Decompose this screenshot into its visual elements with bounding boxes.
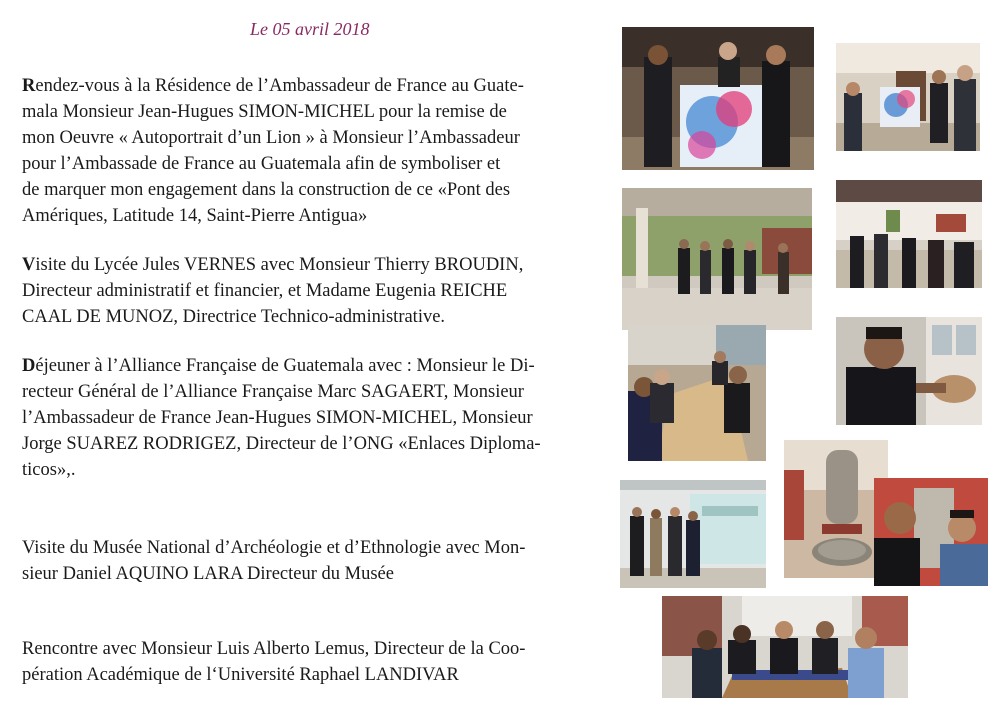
text-line: Directeur administratif et financier, et Madame Eugenia REICHE xyxy=(22,281,508,301)
text-line: mala Monsieur Jean-Hugues SIMON-MICHEL pour la remise de xyxy=(22,102,507,122)
text-line: Visite du Musée National d’Archéologie et d’Ethnologie avec Mon- xyxy=(22,538,526,558)
text-line: Amériques, Latitude 14, Saint-Pierre Antigua» xyxy=(22,206,368,226)
man-with-artifact-photo xyxy=(836,317,982,425)
text-line: pération Académique de l‘Université Raphael LANDIVAR xyxy=(22,665,459,685)
text-line: pour l’Ambassade de France au Guatemala afin de symboliser et xyxy=(22,154,501,174)
text-line: CAAL DE MUNOZ, Directrice Technico-administrative. xyxy=(22,307,446,327)
text-line: endez-vous à la Résidence de l’Ambassadeur de France au Guate- xyxy=(35,76,524,96)
painting-residence-photo xyxy=(836,43,980,151)
text-line: l’Ambassadeur de France Jean-Hugues SIMON-MICHEL, Monsieur xyxy=(22,408,533,428)
text-line: de marquer mon engagement dans la construction de ce «Pont des xyxy=(22,180,511,200)
paragraph-museum-visit xyxy=(22,535,602,587)
text-line: éjeuner à l’Alliance Française de Guatemala avec : Monsieur le Di- xyxy=(35,356,535,376)
lead-letter: V xyxy=(22,255,36,275)
text-line: Rencontre avec Monsieur Luis Alberto Lemus, Directeur de la Coo- xyxy=(22,639,526,659)
paragraph-university-meeting xyxy=(22,636,602,688)
paragraph-residence-visit xyxy=(22,73,602,229)
paragraph-alliance-lunch xyxy=(22,353,602,483)
painting-presentation-photo xyxy=(622,27,814,170)
text-line: sieur Daniel AQUINO LARA Directeur du Musée xyxy=(22,564,394,584)
university-meeting-photo xyxy=(662,596,908,698)
museum-portrait-photo xyxy=(874,478,988,586)
text-line: recteur Général de l’Alliance Française Marc SAGAERT, Monsieur xyxy=(22,382,524,402)
lycee-courtyard-photo xyxy=(836,180,982,288)
lunch-photo xyxy=(628,325,766,461)
lead-letter: R xyxy=(22,76,36,96)
text-line: ticos»,. xyxy=(22,460,76,480)
lycee-visit-photo xyxy=(622,188,812,330)
paragraph-lycee-visit xyxy=(22,252,602,330)
text-line: mon Oeuvre « Autoportrait d’un Lion » à Monsieur l’Ambassadeur xyxy=(22,128,520,148)
museum-entrance-photo xyxy=(620,480,766,588)
text-line: isite du Lycée Jules VERNES avec Monsieur Thierry BROUDIN, xyxy=(35,255,524,275)
lead-letter: D xyxy=(22,356,36,376)
museum-stela-photo xyxy=(784,440,888,578)
text-line: Jorge SUAREZ RODRIGEZ, Directeur de l’ONG «Enlaces Diploma- xyxy=(22,434,541,454)
date-heading: Le 05 avril 2018 xyxy=(250,19,370,39)
